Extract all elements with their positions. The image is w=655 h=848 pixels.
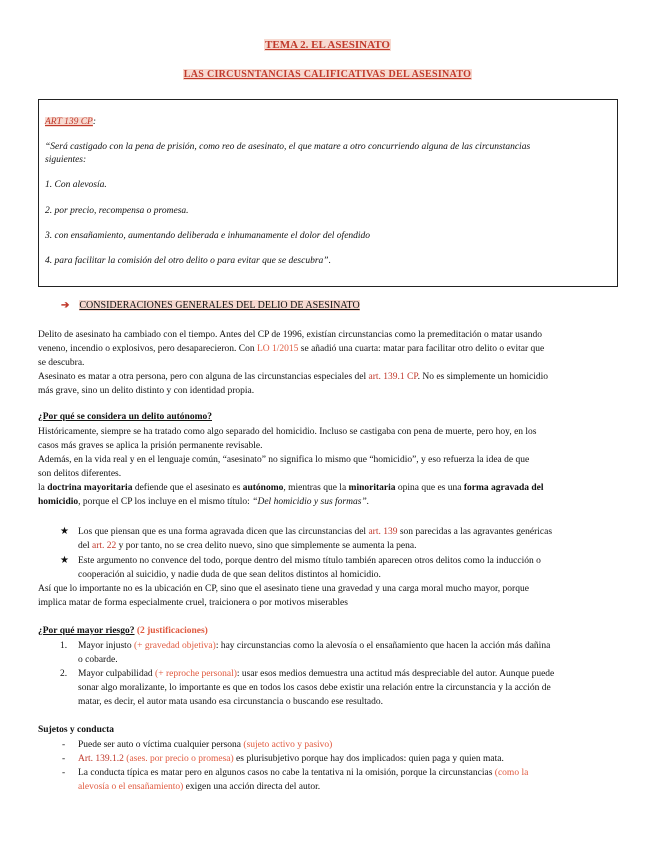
item-number: 1.: [60, 641, 68, 651]
dash-bullet: -: [62, 754, 66, 764]
document-title: TEMA 2. EL ASESINATO: [265, 39, 390, 51]
star-icon: ★: [60, 526, 69, 537]
bullet1-line1: Los que piensan que es una forma agravada dicen que las circunstancias del art. 139 son parecidas a las agravantes genéricas: [78, 527, 553, 537]
q2-item2-line2: sonar algo moralizante, lo importante es que en todos los casos debe existir una relación entre la circunstancia y la acción de: [78, 683, 551, 693]
q2-item2-line3: matar, es decir, el autor mata usando esa circunstancia o buscando ese resultado.: [78, 697, 383, 707]
q3-dash3-line1: La conducta típica es matar pero en algunos casos no cabe la tentativa ni la omisión, porque la circunstancias (como la: [78, 768, 529, 778]
bullet1-line2: del art. 22 y por tanto, no se crea delito nuevo, sino que simplemente se aumenta la pena.: [78, 541, 417, 551]
q3-dash3-line2: alevosía o el ensañamiento) exigen una acción directa del autor.: [78, 782, 321, 792]
q1-line5: la doctrina mayoritaria defiende que el asesinato es autónomo, mientras que la minoritaria opina que es una forma agravada del: [38, 483, 544, 493]
q2-item1-line1: Mayor injusto (+ gravedad objetiva): hay circunstancias como la alevosía o el ensañamiento que hacen la acción más dañina: [78, 641, 551, 651]
question-riesgo-heading: ¿Por qué mayor riesgo? (2 justificaciones): [38, 626, 208, 636]
quote-line-1: “Será castigado con la pena de prisión, como reo de asesinato, el que matare a otro concurriendo alguna de las circunstancias: [45, 142, 531, 152]
para2-line1: Asesinato es matar a otra persona, pero con alguna de las circunstancias especiales del art. 139.1 CP. No es simplemente un homicidio: [38, 372, 548, 382]
circumstance-2: 2. por precio, recompensa o promesa.: [45, 206, 189, 216]
dash-bullet: -: [62, 768, 66, 778]
para1-line1: Delito de asesinato ha cambiado con el tiempo. Antes del CP de 1996, existían circunstancias como la premeditación o matar usando: [38, 330, 543, 340]
q2-item1-line2: o cobarde.: [78, 655, 118, 665]
article-ref: ART 139 CP:: [45, 117, 97, 127]
document-subtitle: LAS CIRCUSNTANCIAS CALIFICATIVAS DEL ASESINATO: [183, 69, 472, 80]
question-autonomo-heading: ¿Por qué se considera un delito autónomo?: [38, 412, 213, 422]
q1-line2: casos más graves se aplica la prisión permanente revisable.: [38, 441, 263, 451]
sujetos-heading: Sujetos y conducta: [38, 725, 115, 735]
q3-dash2: Art. 139.1.2 (ases. por precio o promesa) es plurisubjetivo porque hay dos implicados: quien paga y quien mata.: [78, 754, 504, 764]
star-icon: ★: [60, 555, 69, 566]
q2-item2-line1: Mayor culpabilidad (+ reproche personal): usar esos medios demuestra una actitud más despreciable del autor. Aunque puede: [78, 669, 555, 679]
q1-line1: Históricamente, siempre se ha tratado como algo separado del homicidio. Incluso se castigaba con pena de muerte, pero hoy, en los: [38, 427, 537, 437]
item-number: 2.: [60, 669, 68, 679]
para1-line2: veneno, incendio o explosivos, pero desaparecieron. Con LO 1/2015 se añadió una cuarta: matar para facilitar otro delito o evitar que: [38, 344, 545, 354]
q1-line4: son delitos diferentes.: [38, 469, 122, 479]
article-quote-box: [38, 99, 618, 287]
bullet2-line2: cooperación al suicidio, y nadie duda de que sean delitos distintos al homicidio.: [78, 570, 381, 580]
q1-line8: implica matar de forma especialmente cruel, traicionera o por motivos miserables: [38, 598, 348, 608]
section-heading: ➔ CONSIDERACIONES GENERALES DEL DELIO DE ASESINATO: [61, 300, 360, 311]
para1-line3: se descubra.: [38, 358, 85, 368]
circumstance-1: 1. Con alevosía.: [45, 180, 107, 190]
bullet2-line1: Este argumento no convence del todo, porque dentro del mismo título también aparecen otros delitos como la inducción o: [78, 556, 541, 566]
arrow-right-icon: ➔: [61, 300, 70, 311]
circumstance-4: 4. para facilitar la comisión del otro delito o para evitar que se descubra”.: [45, 256, 331, 266]
q3-dash1: Puede ser auto o víctima cualquier persona (sujeto activo y pasivo): [78, 740, 333, 750]
q1-line3: Además, en la vida real y en el lenguaje común, “asesinato” no significa lo mismo que “homicidio”, y eso refuerza la idea de que: [38, 455, 530, 465]
quote-line-2: siguientes:: [45, 155, 87, 165]
dash-bullet: -: [62, 740, 66, 750]
para2-line2: más grave, sino un delito distinto y con identidad propia.: [38, 386, 255, 396]
q1-line7: Así que lo importante no es la ubicación en CP, sino que el asesinato tiene una gravedad y una carga moral mucho mayor, porque: [38, 584, 529, 594]
q1-line6: homicidio, porque el CP los incluye en el mismo título: “Del homicidio y sus formas”.: [38, 497, 370, 507]
circumstance-3: 3. con ensañamiento, aumentando deliberada e inhumanamente el dolor del ofendido: [45, 231, 371, 241]
